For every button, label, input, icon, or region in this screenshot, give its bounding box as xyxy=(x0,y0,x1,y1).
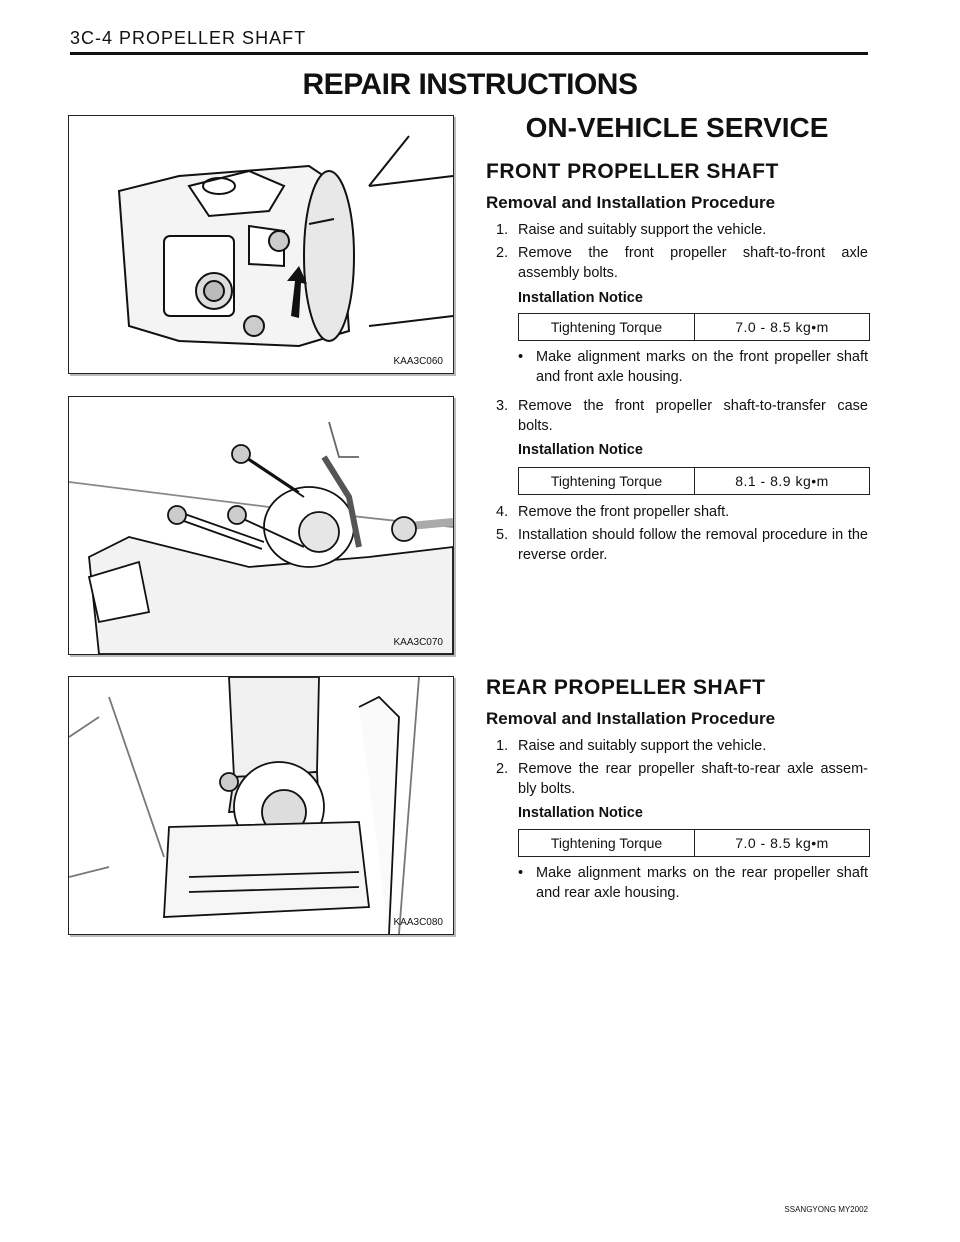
step-text: Remove the front propeller shaft. xyxy=(518,504,730,520)
step-number: 5. xyxy=(496,527,509,543)
bullet-text: Make alignment marks on the front propeller shaft and front axle housing. xyxy=(536,349,868,385)
step-number: 3. xyxy=(496,398,509,414)
page-header-title: 3C-4 PROPELLER SHAFT xyxy=(70,28,307,48)
bullet-text: Make alignment marks on the rear propeller shaft and rear axle housing. xyxy=(536,865,868,901)
front-step-1 xyxy=(496,220,868,240)
installation-notice-label: Installation Notice xyxy=(518,442,643,458)
rear-axle-illustration xyxy=(69,677,453,934)
figure-code: KAA3C060 xyxy=(393,356,443,367)
rear-step-1 xyxy=(496,736,868,756)
rear-bullet-note xyxy=(518,863,868,903)
torque-value: 7.0 - 8.5 kg•m xyxy=(735,319,829,335)
section-title: ON-VEHICLE SERVICE xyxy=(525,112,829,143)
front-step-4 xyxy=(496,502,868,522)
rear-heading: REAR PROPELLER SHAFT xyxy=(486,676,766,699)
torque-spec-table xyxy=(518,467,870,495)
installation-notice-label: Installation Notice xyxy=(518,290,643,306)
step-text: Remove the rear propeller shaft-to-rear axle assem-bly bolts. xyxy=(518,761,868,797)
step-number: 4. xyxy=(496,504,509,520)
front-step-3 xyxy=(496,396,868,436)
front-heading: FRONT PROPELLER SHAFT xyxy=(486,160,779,183)
front-step-5 xyxy=(496,525,868,565)
torque-label: Tightening Torque xyxy=(519,468,695,494)
front-subheading: Removal and Installation Procedure xyxy=(486,193,776,212)
step-text: Remove the front propeller shaft-to-transfer case bolts. xyxy=(518,398,868,434)
step-number: 1. xyxy=(496,738,509,754)
rear-subheading: Removal and Installation Procedure xyxy=(486,709,776,728)
step-text: Remove the front propeller shaft-to-front axle assembly bolts. xyxy=(518,245,868,281)
step-number: 2. xyxy=(496,245,509,261)
figure-transfer-case xyxy=(68,396,454,655)
transfer-case-illustration xyxy=(69,397,453,654)
torque-spec-table xyxy=(518,829,870,857)
torque-value: 8.1 - 8.9 kg•m xyxy=(735,473,829,489)
figure-front-axle-joint xyxy=(68,115,454,374)
page-title: REPAIR INSTRUCTIONS xyxy=(302,68,638,101)
figure-code: KAA3C070 xyxy=(393,637,443,648)
torque-value: 7.0 - 8.5 kg•m xyxy=(735,835,829,851)
figure-rear-axle xyxy=(68,676,454,935)
figure-code: KAA3C080 xyxy=(393,917,443,928)
page-footer: SSANGYONG MY2002 xyxy=(784,1205,868,1214)
torque-spec-table xyxy=(518,313,870,341)
bullet-icon: • xyxy=(518,349,524,365)
torque-label: Tightening Torque xyxy=(519,830,695,856)
step-text: Raise and suitably support the vehicle. xyxy=(518,738,767,754)
bullet-icon: • xyxy=(518,865,524,881)
header-rule xyxy=(70,52,868,55)
rear-step-2 xyxy=(496,759,868,799)
step-text: Raise and suitably support the vehicle. xyxy=(518,222,767,238)
installation-notice-label: Installation Notice xyxy=(518,805,643,821)
torque-label: Tightening Torque xyxy=(519,314,695,340)
step-text: Installation should follow the removal procedure in the reverse order. xyxy=(518,527,868,563)
step-number: 1. xyxy=(496,222,509,238)
front-step-2 xyxy=(496,243,868,283)
step-number: 2. xyxy=(496,761,509,777)
front-bullet-note xyxy=(518,347,868,387)
front-axle-joint-illustration xyxy=(69,116,453,373)
